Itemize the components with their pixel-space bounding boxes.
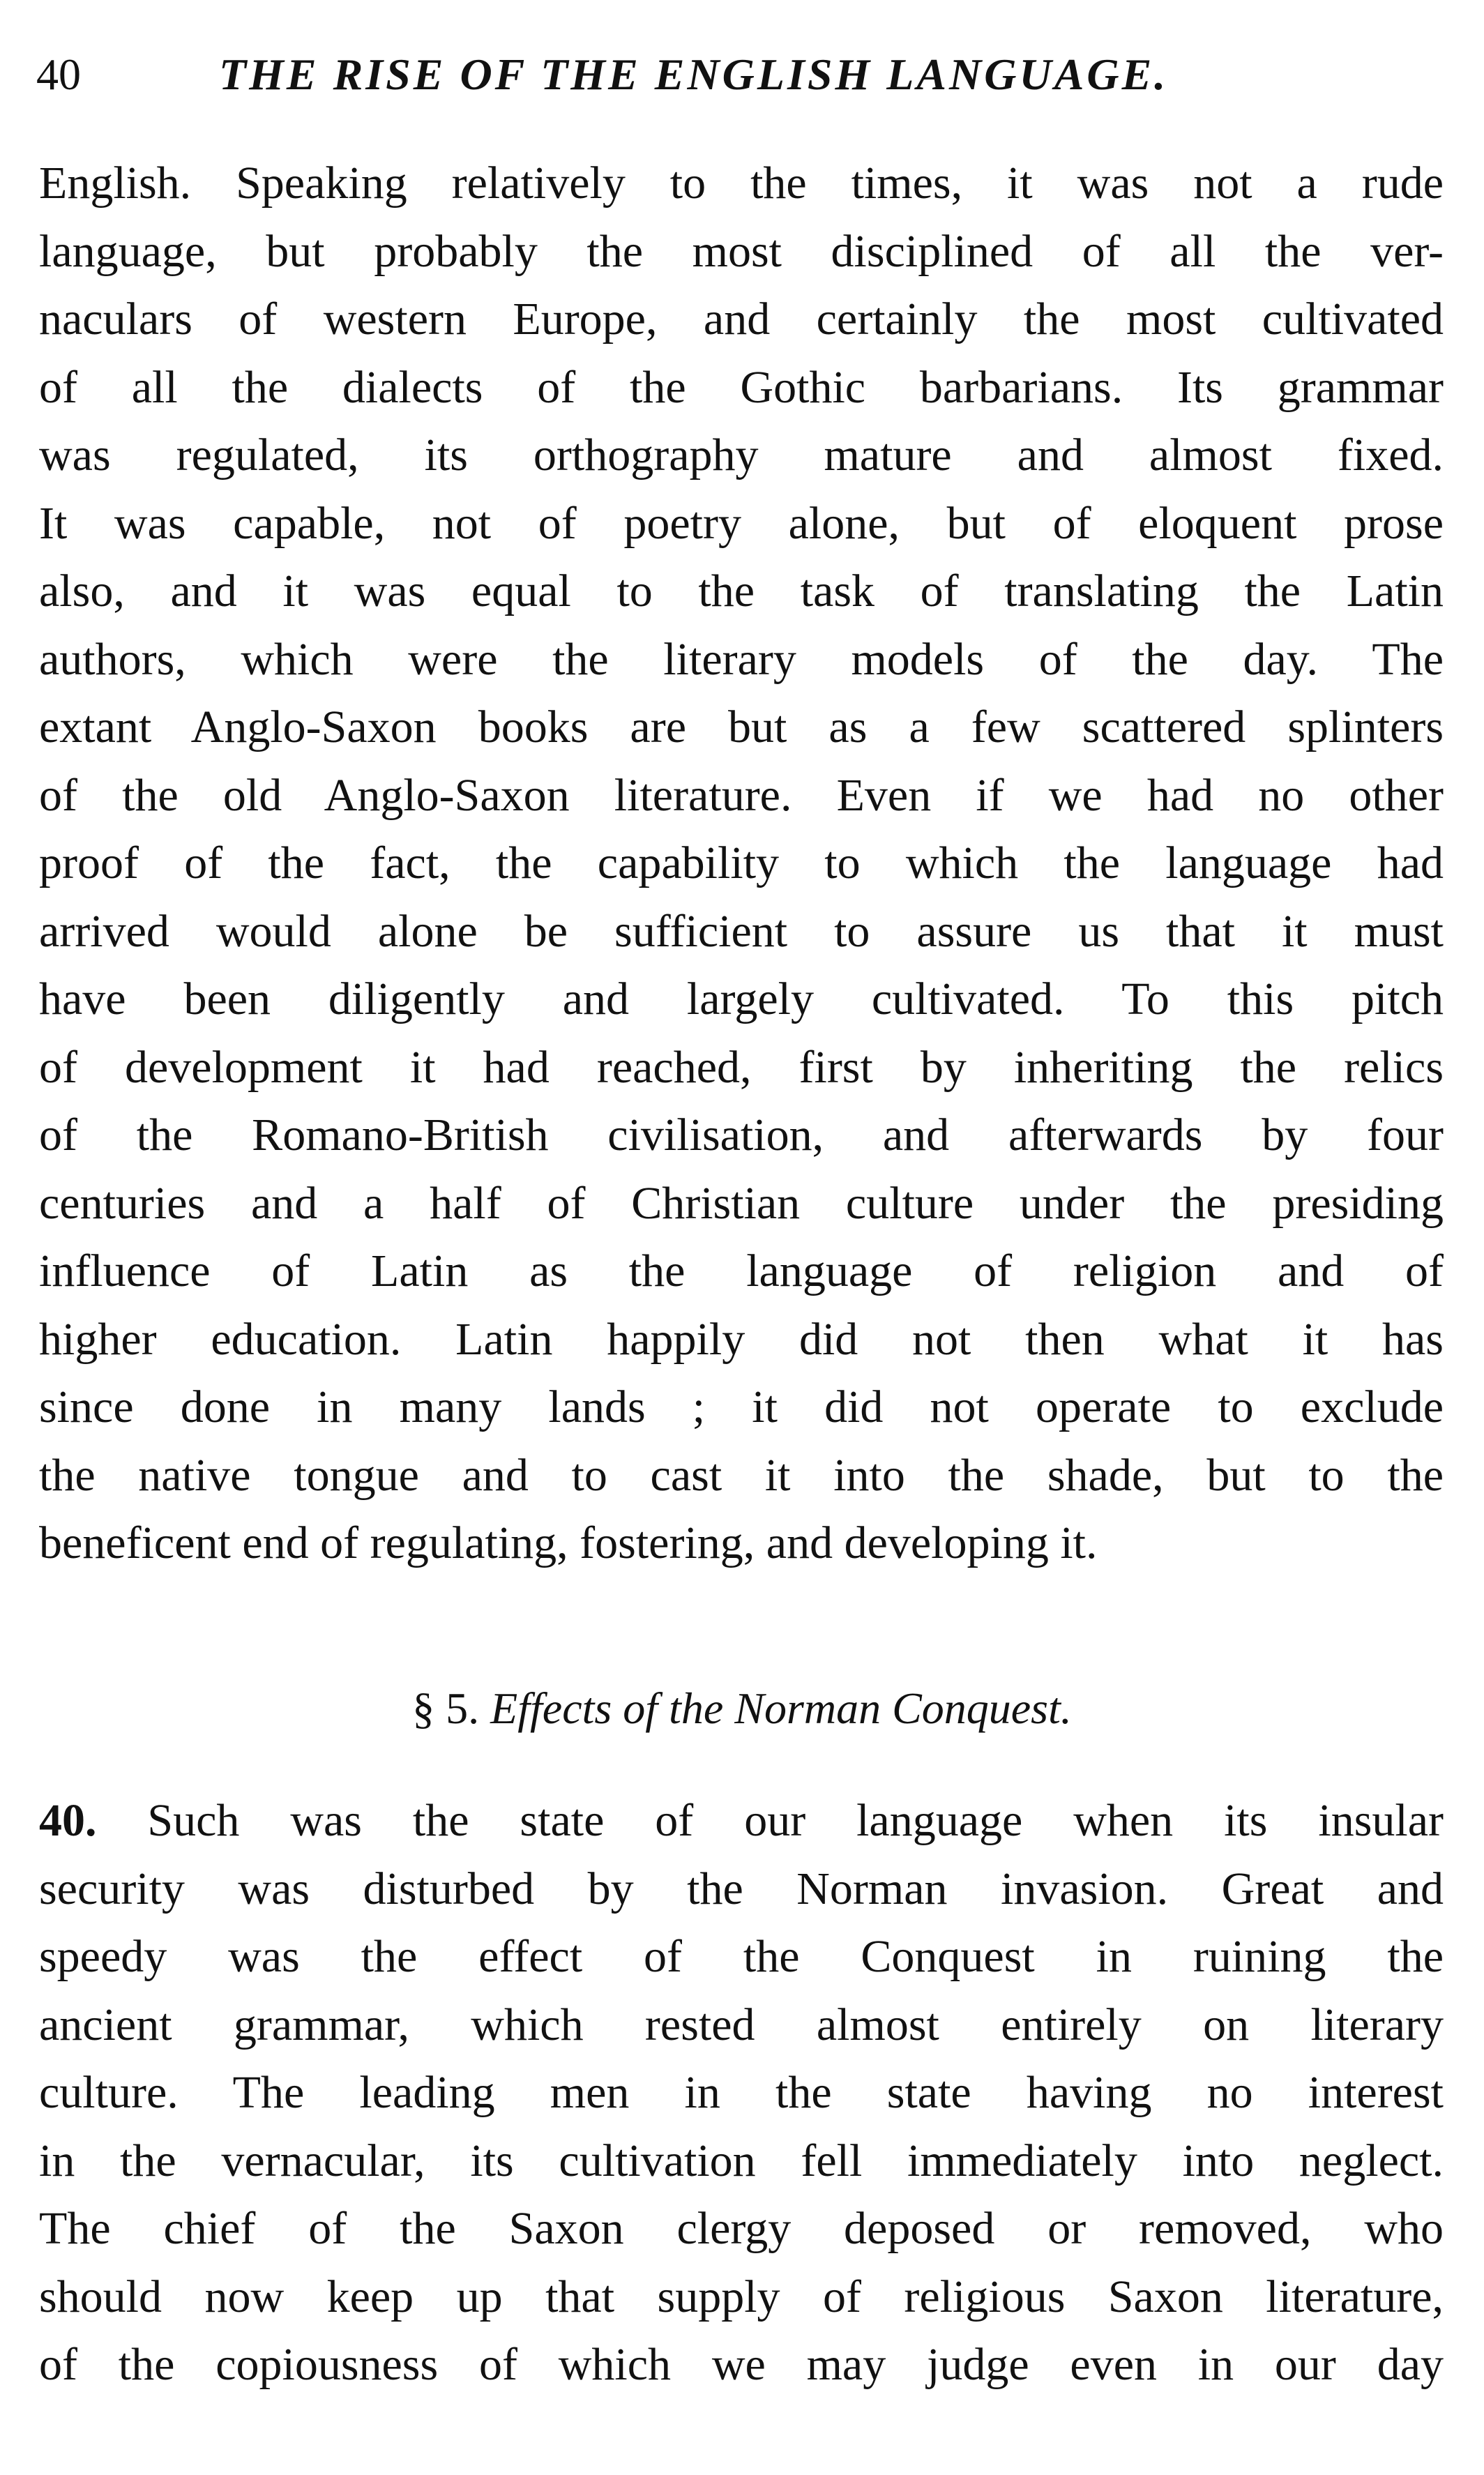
text-line: have been diligently and largely cultivated. To this pitch bbox=[39, 974, 1444, 1024]
text-line: arrived would alone be sufficient to assure us that it must bbox=[39, 905, 1444, 957]
text-line bbox=[39, 1787, 1444, 1855]
text-line: of development it had reached, first by inheriting the relics bbox=[39, 1041, 1444, 1093]
text-line: of the old Anglo-Saxon literature. Even if we had no other bbox=[39, 769, 1444, 821]
text-line: of the Romano-British civilisation, and afterwards by four bbox=[39, 1110, 1444, 1160]
paragraph-40 bbox=[39, 1787, 1444, 2399]
text-line: naculars of western Europe, and certainly the most cultivated bbox=[39, 294, 1444, 345]
text-line: beneficent end of regulating, fostering, and developing it. bbox=[39, 1517, 1098, 1568]
text-line: of the copiousness of which we may judge even in our day bbox=[39, 2339, 1444, 2390]
text-line: English. Speaking relatively to the times, it was not a rude bbox=[39, 158, 1444, 209]
text-line: centuries and a half of Christian culture under the presiding bbox=[39, 1177, 1444, 1229]
section-title: Effects of the Norman Conquest. bbox=[490, 1683, 1072, 1733]
text-line: ancient grammar, which rested almost entirely on literary bbox=[39, 1999, 1444, 2050]
text-line: of all the dialects of the Gothic barbarians. Its grammar bbox=[39, 361, 1444, 413]
text-line: culture. The leading men in the state having no interest bbox=[39, 2067, 1444, 2118]
text-line-content: Such was the state of our language when its insular bbox=[96, 1795, 1444, 1846]
text-line: authors, which were the literary models of the day. The bbox=[39, 633, 1444, 685]
section-mark: § 5. bbox=[412, 1683, 480, 1733]
text-line: security was disturbed by the Norman invasion. Great and bbox=[39, 1863, 1444, 1914]
text-line: influence of Latin as the language of religion and of bbox=[39, 1246, 1444, 1296]
text-line: extant Anglo-Saxon books are but as a few scattered splinters bbox=[39, 702, 1444, 752]
text-line: language, but probably the most disciplined of all the ver- bbox=[39, 225, 1444, 277]
text-line: was regulated, its orthography mature and almost fixed. bbox=[39, 430, 1444, 480]
text-line: higher education. Latin happily did not then what it has bbox=[39, 1313, 1444, 1365]
text-line: The chief of the Saxon clergy deposed or removed, who bbox=[39, 2203, 1444, 2254]
text-line: also, and it was equal to the task of translating the Latin bbox=[39, 566, 1444, 616]
paragraph-number: 40. bbox=[39, 1795, 97, 1846]
text-line: speedy was the effect of the Conquest in ruining the bbox=[39, 1931, 1444, 1982]
running-title: THE RISE OF THE ENGLISH LANGUAGE. bbox=[219, 50, 1169, 99]
text-line: should now keep up that supply of religious Saxon literature, bbox=[39, 2271, 1444, 2322]
text-line: since done in many lands ; it did not operate to exclude bbox=[39, 1382, 1444, 1432]
paragraph-continued bbox=[39, 149, 1444, 1577]
page-number: 40 bbox=[36, 50, 81, 99]
text-line: proof of the fact, the capability to which the language had bbox=[39, 838, 1444, 888]
text-line: in the vernacular, its cultivation fell immediately into neglect. bbox=[39, 2135, 1444, 2186]
section-heading bbox=[0, 1677, 1484, 1740]
running-header bbox=[36, 43, 1292, 106]
text-line: the native tongue and to cast it into the shade, but to the bbox=[39, 1449, 1444, 1501]
text-line: It was capable, not of poetry alone, but of eloquent prose bbox=[39, 497, 1444, 549]
